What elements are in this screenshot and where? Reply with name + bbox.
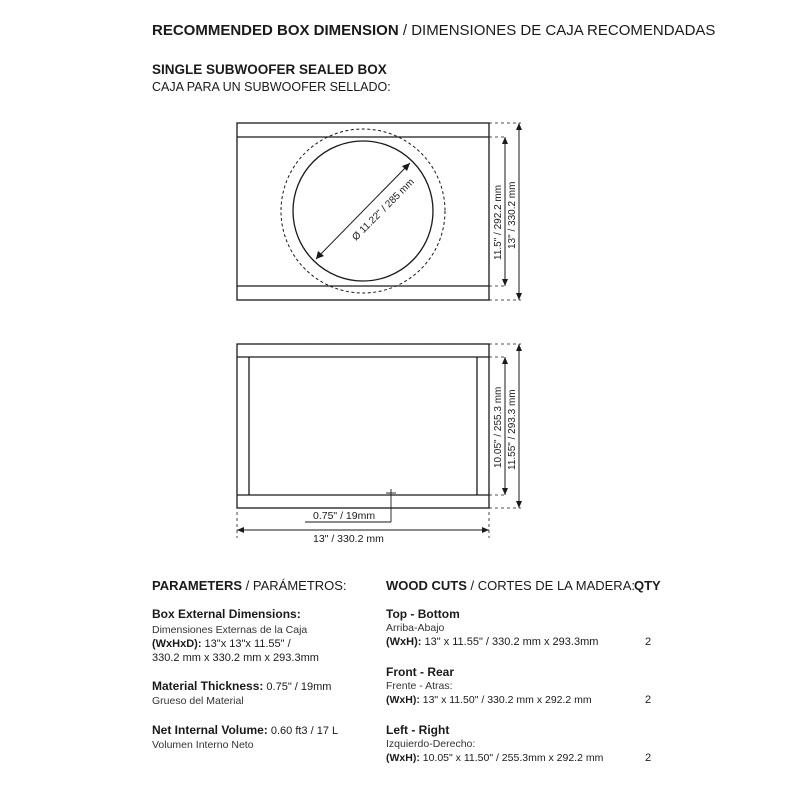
subtitle-es: CAJA PARA UN SUBWOOFER SELLADO:	[152, 80, 391, 94]
thickness-param-label: Material Thickness:	[152, 679, 264, 693]
cut-left-right-qty: 2	[645, 752, 652, 764]
parameters-heading-rest: / PARÁMETROS:	[242, 578, 347, 593]
subtitle-en: SINGLE SUBWOOFER SEALED BOX	[152, 62, 387, 77]
outer-height-arrow-top	[516, 123, 522, 130]
cut-front-rear-value	[386, 694, 592, 706]
outer-depth-arrow-top	[516, 344, 522, 351]
cut-top-bottom-label: Top - Bottom	[386, 607, 460, 621]
wood-cuts-heading	[386, 578, 635, 593]
external-value: 13"x 13"x 11.55" /	[201, 638, 291, 650]
cut-top-bottom-key: (WxH):	[386, 636, 422, 648]
title-rest: / DIMENSIONES DE CAJA RECOMENDADAS	[398, 22, 716, 39]
inner-depth-arrow-bottom	[502, 488, 508, 495]
external-key: (WxHxD):	[152, 638, 202, 650]
thickness-param-label-es: Grueso del Material	[152, 695, 244, 707]
outer-depth-arrow-bottom	[516, 501, 522, 508]
cut-top-bottom-dims: 13" x 11.55" / 330.2 mm x 293.3mm	[421, 636, 599, 648]
cut-left-right-label-es: Izquierdo-Derecho:	[386, 738, 476, 750]
parameters-heading	[152, 578, 347, 593]
volume-param-value: 0.60 ft3 / 17 L	[267, 725, 339, 737]
title-bold: RECOMMENDED BOX DIMENSION	[152, 22, 399, 39]
cut-left-right-key: (WxH):	[386, 752, 420, 764]
cut-front-rear-label: Front - Rear	[386, 665, 455, 679]
cut-left-right-label: Left - Right	[386, 723, 450, 737]
cut-top-bottom-label-es: Arriba-Abajo	[386, 622, 445, 634]
external-dimensions-value	[152, 638, 291, 650]
width-arrow-left	[237, 527, 244, 533]
parameters-heading-bold: PARAMETERS	[152, 578, 243, 593]
diameter-label: Ø 11.22" / 285 mm	[350, 176, 417, 244]
cut-front-rear-qty: 2	[645, 694, 652, 706]
thickness-label: 0.75" / 19mm	[313, 510, 376, 522]
cut-top-bottom-qty: 2	[645, 636, 652, 648]
wood-cuts-heading-bold: WOOD CUTS	[386, 578, 467, 593]
external-dimensions-label-es: Dimensiones Externas de la Caja	[152, 624, 308, 636]
cut-front-rear-dims: 13" x 11.50" / 330.2 mm x 292.2 mm	[419, 694, 592, 706]
cut-top-bottom-value	[386, 636, 598, 648]
external-dimensions-label: Box External Dimensions:	[152, 607, 301, 621]
inner-depth-label: 10.05" / 255.3 mm	[493, 386, 504, 468]
cut-left-right-dims: 10.05" x 11.50" / 255.3mm x 292.2 mm	[419, 752, 604, 764]
external-dimensions-value2: 330.2 mm x 330.2 mm x 293.3mm	[152, 652, 319, 664]
top-view	[237, 344, 522, 538]
inner-height-label: 11.5" / 292.2 mm	[493, 184, 504, 260]
inner-height-arrow-bottom	[502, 279, 508, 286]
qty-heading: QTY	[634, 578, 661, 593]
width-arrow-right	[482, 527, 489, 533]
cut-front-rear-key: (WxH):	[386, 694, 420, 706]
wood-cuts-heading-rest: / CORTES DE LA MADERA:	[466, 578, 635, 593]
width-label: 13" / 330.2 mm	[313, 533, 384, 545]
outer-height-arrow-bottom	[516, 293, 522, 300]
cut-front-rear-label-es: Frente - Atras:	[386, 680, 453, 692]
inner-height-arrow-top	[502, 137, 508, 144]
thickness-param	[152, 679, 331, 693]
outer-depth-label: 11.55" / 293.3 mm	[507, 389, 518, 470]
volume-param	[152, 723, 338, 737]
thickness-param-value: 0.75" / 19mm	[263, 681, 332, 693]
top-panel-outline	[237, 344, 489, 508]
cut-left-right-value	[386, 752, 603, 764]
volume-param-label-es: Volumen Interno Neto	[152, 739, 254, 751]
outer-height-label: 13" / 330.2 mm	[507, 181, 518, 249]
diameter-line	[316, 163, 410, 259]
volume-param-label: Net Internal Volume:	[152, 723, 268, 737]
inner-depth-arrow-top	[502, 357, 508, 364]
